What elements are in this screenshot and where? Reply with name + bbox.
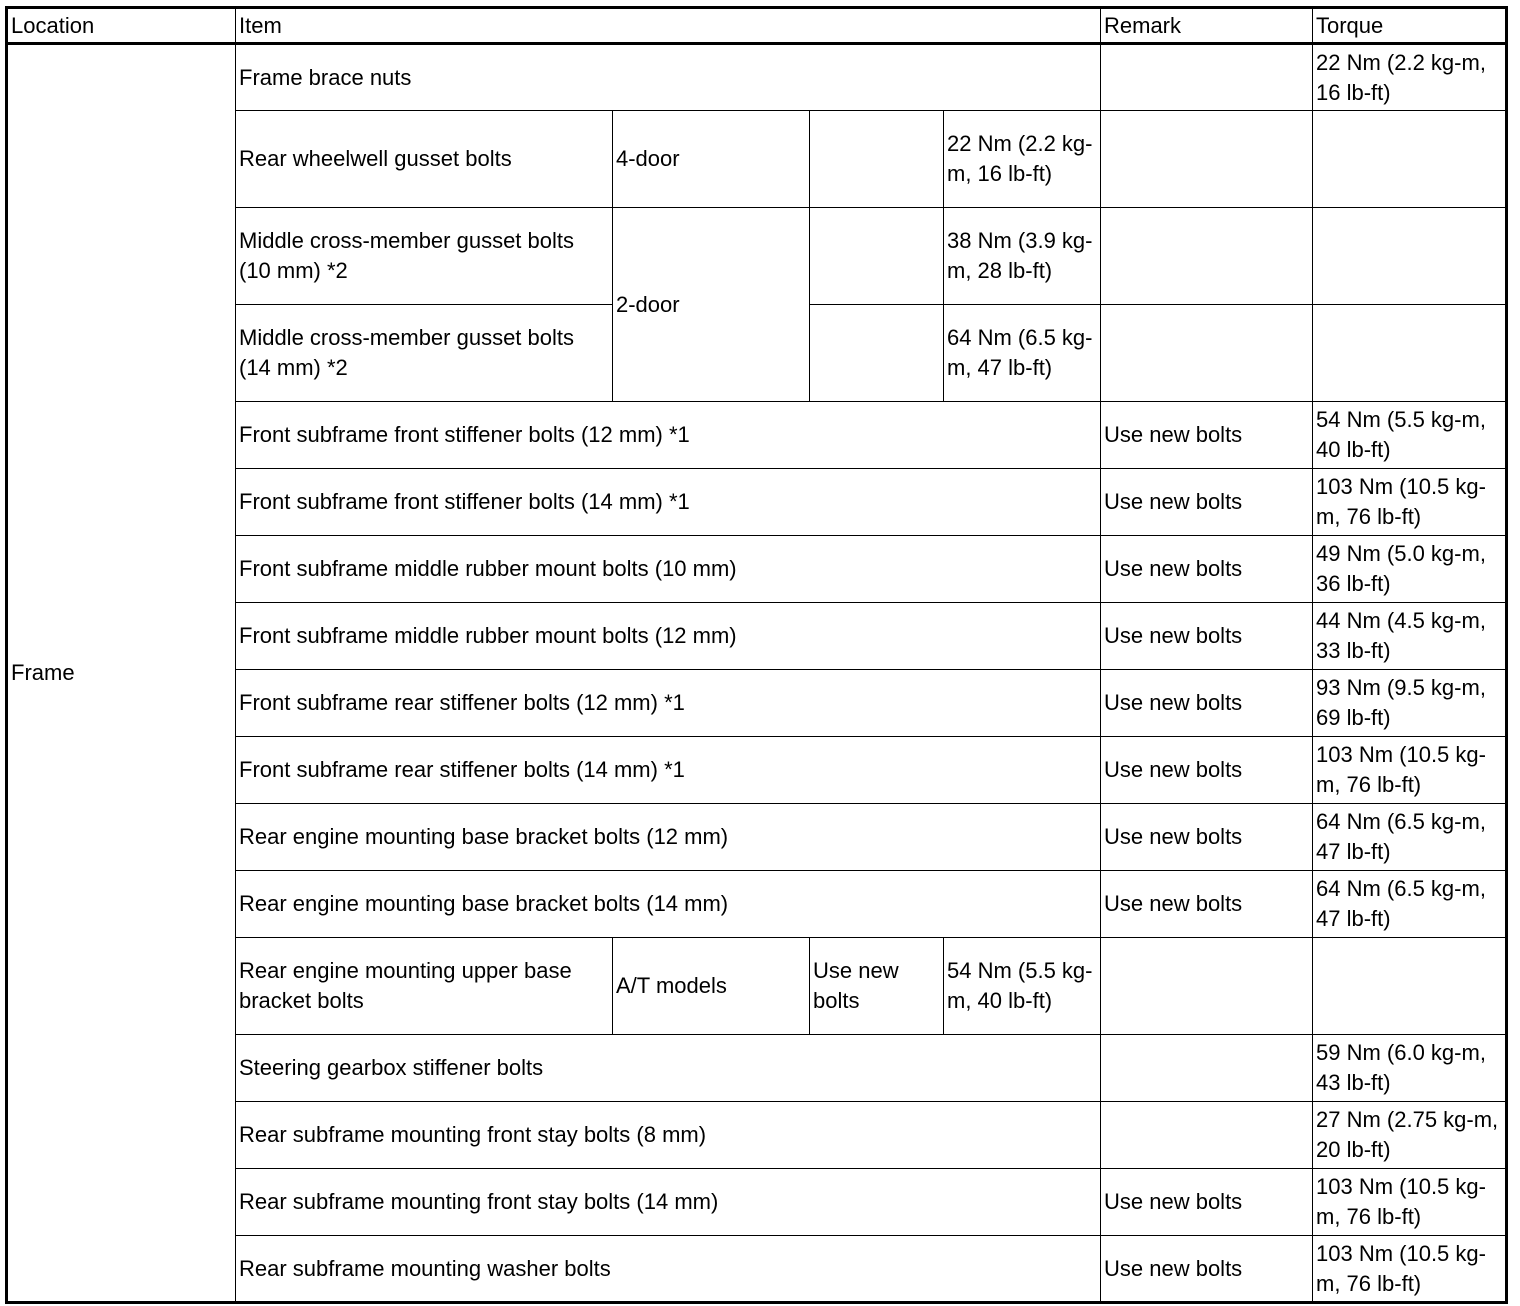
remark-cell: Use new bolts: [1101, 804, 1313, 871]
item-cell: Middle cross-member gusset bolts (10 mm) *2: [236, 208, 613, 305]
location-cell: Frame: [7, 44, 236, 1303]
remark-cell: Use new bolts: [1101, 737, 1313, 804]
sub-remark-cell: [810, 111, 944, 208]
item-cell: Middle cross-member gusset bolts (14 mm) *2: [236, 305, 613, 402]
item-cell: Rear subframe mounting front stay bolts (14 mm): [236, 1169, 1101, 1236]
sub-torque-cell: 38 Nm (3.9 kg-m, 28 lb-ft): [944, 208, 1101, 305]
torque-cell: 54 Nm (5.5 kg-m, 40 lb-ft): [1313, 402, 1507, 469]
remark-cell: Use new bolts: [1101, 1236, 1313, 1303]
variant-cell: 4-door: [613, 111, 810, 208]
header-item: Item: [236, 8, 1101, 44]
item-cell: Front subframe rear stiffener bolts (12 mm) *1: [236, 670, 1101, 737]
table-row: [7, 44, 1507, 111]
item-cell: Front subframe rear stiffener bolts (14 mm) *1: [236, 737, 1101, 804]
torque-cell: [1313, 208, 1507, 305]
sub-torque-cell: 54 Nm (5.5 kg-m, 40 lb-ft): [944, 938, 1101, 1035]
torque-cell: [1313, 111, 1507, 208]
item-cell: Rear wheelwell gusset bolts: [236, 111, 613, 208]
torque-cell: 93 Nm (9.5 kg-m, 69 lb-ft): [1313, 670, 1507, 737]
item-cell: Rear engine mounting base bracket bolts (14 mm): [236, 871, 1101, 938]
remark-cell: [1101, 111, 1313, 208]
remark-cell: Use new bolts: [1101, 469, 1313, 536]
sub-remark-cell: [810, 305, 944, 402]
torque-cell: 103 Nm (10.5 kg-m, 76 lb-ft): [1313, 737, 1507, 804]
sub-remark-cell: Use new bolts: [810, 938, 944, 1035]
torque-cell: [1313, 938, 1507, 1035]
remark-cell: Use new bolts: [1101, 1169, 1313, 1236]
torque-table: [5, 6, 1508, 1304]
item-cell: Rear engine mounting base bracket bolts (12 mm): [236, 804, 1101, 871]
sub-torque-cell: 22 Nm (2.2 kg-m, 16 lb-ft): [944, 111, 1101, 208]
remark-cell: Use new bolts: [1101, 670, 1313, 737]
torque-cell: 103 Nm (10.5 kg-m, 76 lb-ft): [1313, 1236, 1507, 1303]
remark-cell: Use new bolts: [1101, 536, 1313, 603]
item-cell: Steering gearbox stiffener bolts: [236, 1035, 1101, 1102]
item-cell: Frame brace nuts: [236, 44, 1101, 111]
header-location: Location: [7, 8, 236, 44]
torque-cell: 22 Nm (2.2 kg-m, 16 lb-ft): [1313, 44, 1507, 111]
item-cell: Front subframe middle rubber mount bolts (12 mm): [236, 603, 1101, 670]
item-cell: Rear subframe mounting front stay bolts (8 mm): [236, 1102, 1101, 1169]
item-cell: Rear subframe mounting washer bolts: [236, 1236, 1101, 1303]
header-row: [7, 8, 1507, 44]
variant-cell: 2-door: [613, 208, 810, 402]
remark-cell: Use new bolts: [1101, 603, 1313, 670]
variant-cell: A/T models: [613, 938, 810, 1035]
remark-cell: [1101, 208, 1313, 305]
torque-cell: 103 Nm (10.5 kg-m, 76 lb-ft): [1313, 469, 1507, 536]
remark-cell: [1101, 1035, 1313, 1102]
item-cell: Front subframe middle rubber mount bolts (10 mm): [236, 536, 1101, 603]
remark-cell: [1101, 44, 1313, 111]
torque-cell: 64 Nm (6.5 kg-m, 47 lb-ft): [1313, 871, 1507, 938]
remark-cell: Use new bolts: [1101, 402, 1313, 469]
item-cell: Front subframe front stiffener bolts (14 mm) *1: [236, 469, 1101, 536]
remark-cell: [1101, 1102, 1313, 1169]
sub-remark-cell: [810, 208, 944, 305]
sub-torque-cell: 64 Nm (6.5 kg-m, 47 lb-ft): [944, 305, 1101, 402]
remark-cell: [1101, 938, 1313, 1035]
torque-cell: 64 Nm (6.5 kg-m, 47 lb-ft): [1313, 804, 1507, 871]
remark-cell: Use new bolts: [1101, 871, 1313, 938]
torque-cell: 103 Nm (10.5 kg-m, 76 lb-ft): [1313, 1169, 1507, 1236]
torque-cell: 49 Nm (5.0 kg-m, 36 lb-ft): [1313, 536, 1507, 603]
torque-cell: 59 Nm (6.0 kg-m, 43 lb-ft): [1313, 1035, 1507, 1102]
remark-cell: [1101, 305, 1313, 402]
item-cell: Front subframe front stiffener bolts (12 mm) *1: [236, 402, 1101, 469]
torque-cell: 27 Nm (2.75 kg-m, 20 lb-ft): [1313, 1102, 1507, 1169]
torque-cell: 44 Nm (4.5 kg-m, 33 lb-ft): [1313, 603, 1507, 670]
torque-cell: [1313, 305, 1507, 402]
header-torque: Torque: [1313, 8, 1507, 44]
header-remark: Remark: [1101, 8, 1313, 44]
item-cell: Rear engine mounting upper base bracket bolts: [236, 938, 613, 1035]
